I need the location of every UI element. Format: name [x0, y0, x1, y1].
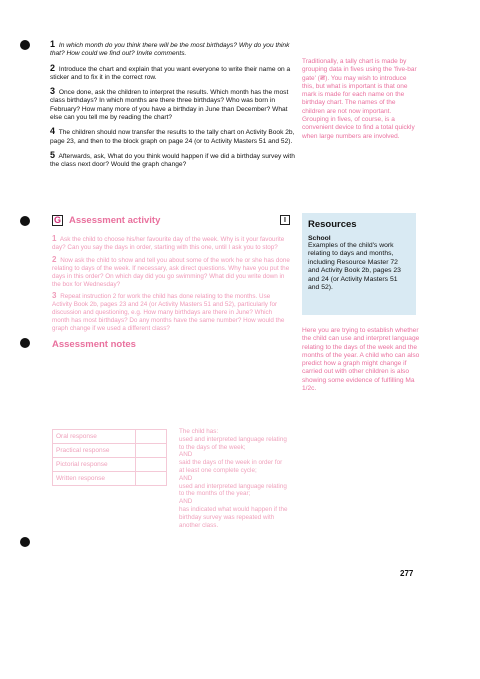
assessment-item-1: 1 Ask the child to choose his/her favourite day of the week. Why is it your favourite day? Can you say the days in order, starting with this one, until I ask you to stop? — [52, 234, 285, 251]
step-2: 2 Introduce the chart and explain that you want everyone to write their name on a sticker and to fix it in the correct row. — [50, 62, 291, 81]
response-checkbox[interactable] — [136, 444, 167, 458]
step-1: 1 In which month do you think there will be the most birthdays? Why do you think that? How could we find out? Invite comments. — [50, 39, 290, 58]
resources-title: Resources — [308, 219, 357, 230]
criteria-line: AND — [179, 451, 193, 459]
page-number: 277 — [400, 569, 414, 578]
assessment-title: Assessment activity — [69, 214, 161, 226]
step-5: 5 Afterwards, ask, What do you think would happen if we did a birthday survey with the class next door? Would the graph change? — [50, 149, 295, 169]
criteria-line: used and interpreted language relating to the days of the week; — [179, 435, 287, 451]
table-row — [53, 444, 167, 458]
response-type-label: Practical response — [53, 444, 136, 458]
assessment-item-3: 3 Repeat instruction 2 for work the child has done relating to the months. Use Activity Book 2b, pages 23 and 24 (or Activity Masters 51 and 52), particularly for discussion and questioning, e.g. How many birthdays are there in June? Which month has most birthdays? Do any months have the same number? How would the graph change if we used a different class? — [52, 291, 285, 333]
response-type-label: Written response — [53, 472, 136, 486]
table-row — [53, 472, 167, 486]
assessment-notes-table — [52, 429, 167, 486]
assessment-header — [52, 213, 290, 227]
criteria-line: has indicated what would happen if the birthday survey was repeated with another class. — [179, 505, 288, 529]
response-type-label: Pictorial response — [53, 458, 136, 472]
binder-hole-bottom — [20, 537, 30, 547]
section-letter-badge: G — [53, 215, 61, 225]
response-checkbox[interactable] — [136, 458, 167, 472]
individual-badge: I — [280, 215, 290, 225]
assessment-criteria — [179, 428, 289, 529]
assessment-margin-note: Here you are trying to establish whether the child can use and interpret language relating to the days of the week and the months of the year. A child who can also predict how a graph might change if carried out with other children is also showing some evidence of fulfilling Ma 1/2c. — [302, 327, 420, 393]
assessment-activity — [52, 213, 290, 350]
response-checkbox[interactable] — [136, 430, 167, 444]
table-row — [53, 458, 167, 472]
assessment-items — [52, 235, 290, 333]
binder-hole-top — [20, 40, 30, 50]
assessment-item-2: 2 Now ask the child to show and tell you about some of the work he or she has done relating to days of the week. If necessary, ask direct questions. Why have you put the days in this order? On which day did you go swimming? What did you write down in the box for Wednesday? — [52, 254, 290, 288]
resources-subtitle: School — [308, 235, 331, 242]
criteria-line: said the days of the week in order for at least one complete cycle; — [179, 459, 283, 474]
binder-hole-upper-middle — [20, 216, 30, 226]
criteria-line: AND — [179, 474, 193, 482]
assessment-notes-title: Assessment notes — [52, 338, 136, 350]
criteria-line: AND — [179, 498, 193, 506]
response-checkbox[interactable] — [136, 472, 167, 486]
response-type-label: Oral response — [53, 430, 136, 444]
table-row — [53, 430, 167, 444]
lesson-steps — [50, 40, 295, 175]
resources-text: Examples of the child's work relating to days and months, including Resource Master 72 and Activity Book 2b, pages 23 and 24 (or Activity Masters 51 and 52). — [308, 242, 401, 292]
binder-hole-lower-middle — [20, 338, 30, 348]
resources-box — [302, 213, 416, 315]
step-4: 4 The children should now transfer the results to the tally chart on Activity Book 2b, page 23, and then to the block graph on page 24 (or to Activity Masters 51 and 52). — [50, 126, 295, 145]
tally-chart-margin-note: Traditionally, a tally chart is made by grouping data in fives using the 'five-bar gate' (𝍸). You may wish to introduce this, but what is important is that one mark is made for each name on the birthday chart. The names of the children are not now important. Grouping in fives, of course, is a convenient device to find a total quickly when large numbers are involved. — [302, 58, 417, 140]
step-3: 3 Once done, ask the children to interpret the results. Which month has the most class birthdays? In which months are there three birthdays? Who was born in February? How many more of you have a birthday in June than December? What else can you tell me by reading the chart? — [50, 86, 289, 122]
criteria-line: The child has: — [179, 428, 219, 435]
criteria-line: used and interpreted language relating to the months of the year; — [179, 482, 287, 498]
